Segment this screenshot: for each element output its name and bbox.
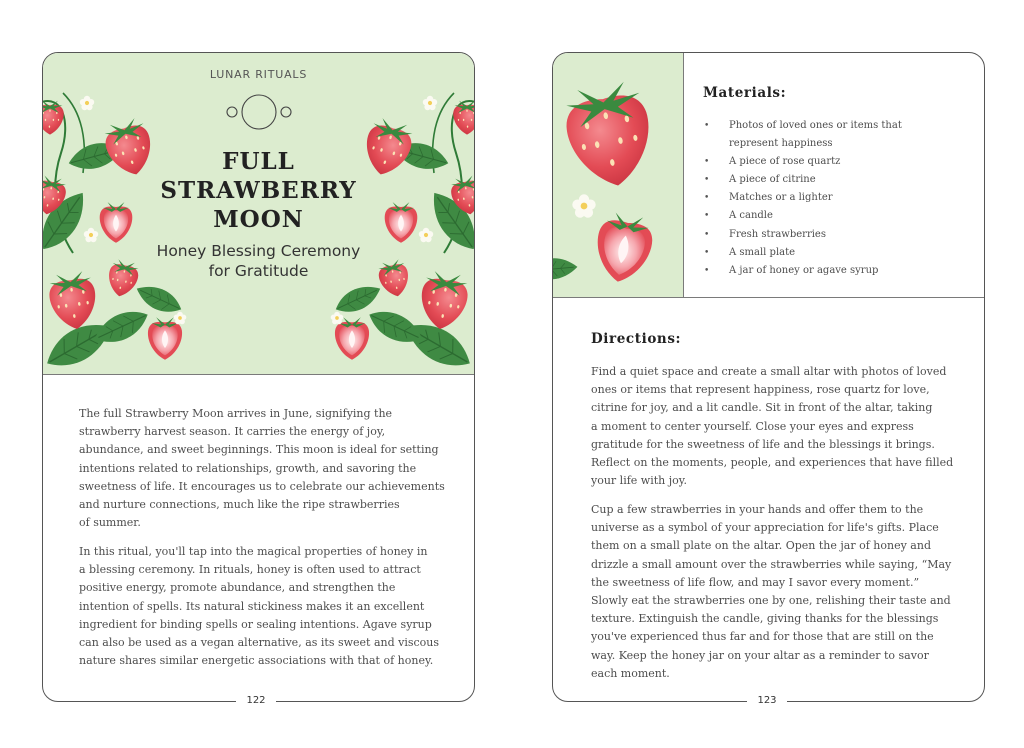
text-line: a moment to center yourself. Close your eyes and express [591,419,914,433]
list-item [701,226,971,244]
right-page-card [552,52,985,702]
page-number: 122 [236,695,276,707]
text-line: abundance, and sweet beginnings. This moon is ideal for setting [79,443,439,457]
list-item-line: • A candle [729,210,773,222]
strawberry-illustration [553,53,683,297]
text-line: positive energy, promote abundance, and strengthen the [79,581,396,595]
title-panel [43,53,474,375]
list-item [701,153,971,171]
text-line: of summer. [79,516,141,530]
text-line: way. Keep the honey jar on your altar as a reminder to savor [591,648,929,662]
text-line: intention of spells. Its natural stickiness makes it an excellent [79,599,425,613]
intro-paragraph [79,405,449,532]
list-item [701,117,971,153]
text-line: your life with joy. [591,474,688,488]
text-line: Find a quiet space and create a small altar with photos of loved [591,365,947,378]
text-line: In this ritual, you'll tap into the magical properties of honey in [79,545,428,558]
text-line: intentions related to relationships, growth, and savoring the [79,461,417,475]
text-line: Cup a few strawberries in your hands and offer them to the [591,503,924,516]
text-line: you've experienced thus far and for those that are still on the [591,630,934,644]
subtitle-line: for Gratitude [208,262,309,280]
list-item-line: • A piece of rose quartz [729,156,841,168]
text-line: The full Strawberry Moon arrives in June, signifying the [79,407,393,420]
list-item [701,262,971,280]
page-subtitle [43,241,474,281]
directions-paragraph [591,501,961,683]
text-line: gratitude for the sweetness of life and the blessings it brings. [591,437,935,451]
title-line: FULL [222,148,295,175]
page-title [43,147,474,234]
text-line: texture. Extinguish the candle, giving thanks for the blessings [591,612,939,626]
text-line: drizzle a small amount over the strawberries while saying, “May [591,557,952,571]
list-item-line: • A small plate [729,246,796,258]
left-page-card [42,52,475,702]
text-line: strawberry harvest season. It carries the energy of joy, [79,425,386,439]
text-line: can also be used as a vegan alternative, as its sweet and viscous [79,636,440,650]
list-item-line: • Photos of loved ones or items that [729,120,902,131]
text-line: the sweetness of life flow, and may I savor every moment.” [591,575,920,589]
text-line: ones or items that represent happiness, rose quartz for love, [591,383,930,397]
ritual-paragraph [79,543,449,670]
text-line: nature shares similar energetic associations with that of honey. [79,654,434,668]
subtitle-line: Honey Blessing Ceremony [156,242,361,260]
text-line: citrine for joy, and a lit candle. Sit in front of the altar, taking [591,401,933,415]
materials-illustration-panel [553,53,684,298]
title-line: MOON [213,206,304,233]
title-line: STRAWBERRY [160,177,357,204]
list-item [701,171,971,189]
text-line: and nurture connections, much like the ripe strawberries [79,498,400,512]
text-line: each moment. [591,666,670,680]
text-line: them on a small plate on the altar. Open the jar of honey and [591,539,931,553]
list-item-line: • Matches or a lighter [729,192,833,204]
text-line: a blessing ceremony. In rituals, honey is often used to attract [79,563,421,577]
moon-phase-icon [218,88,300,138]
list-item-line: • Fresh strawberries [729,228,826,240]
list-item [701,244,971,262]
category-label: LUNAR RITUALS [209,68,308,81]
materials-list [701,117,971,280]
section-divider [683,297,984,298]
text-line: Slowly eat the strawberries one by one, relishing their taste and [591,594,951,608]
materials-heading: Materials: [703,85,787,101]
directions-heading: Directions: [591,331,682,347]
list-item-line: • A piece of citrine [729,174,816,186]
directions-paragraph [591,363,961,490]
list-item-line: represent happiness [729,138,833,150]
list-item [701,207,971,225]
text-line: sweetness of life. It encourages us to celebrate our achievements [79,479,445,493]
text-line: universe as a symbol of your appreciation for life's gifts. Place [591,521,939,535]
text-line: Reflect on the moments, people, and experiences that have filled [591,456,954,470]
list-item [701,189,971,207]
page-number: 123 [747,695,787,707]
text-line: ingredient for binding spells or sealing intentions. Agave syrup [79,617,432,631]
list-item-line: • A jar of honey or agave syrup [729,264,879,276]
